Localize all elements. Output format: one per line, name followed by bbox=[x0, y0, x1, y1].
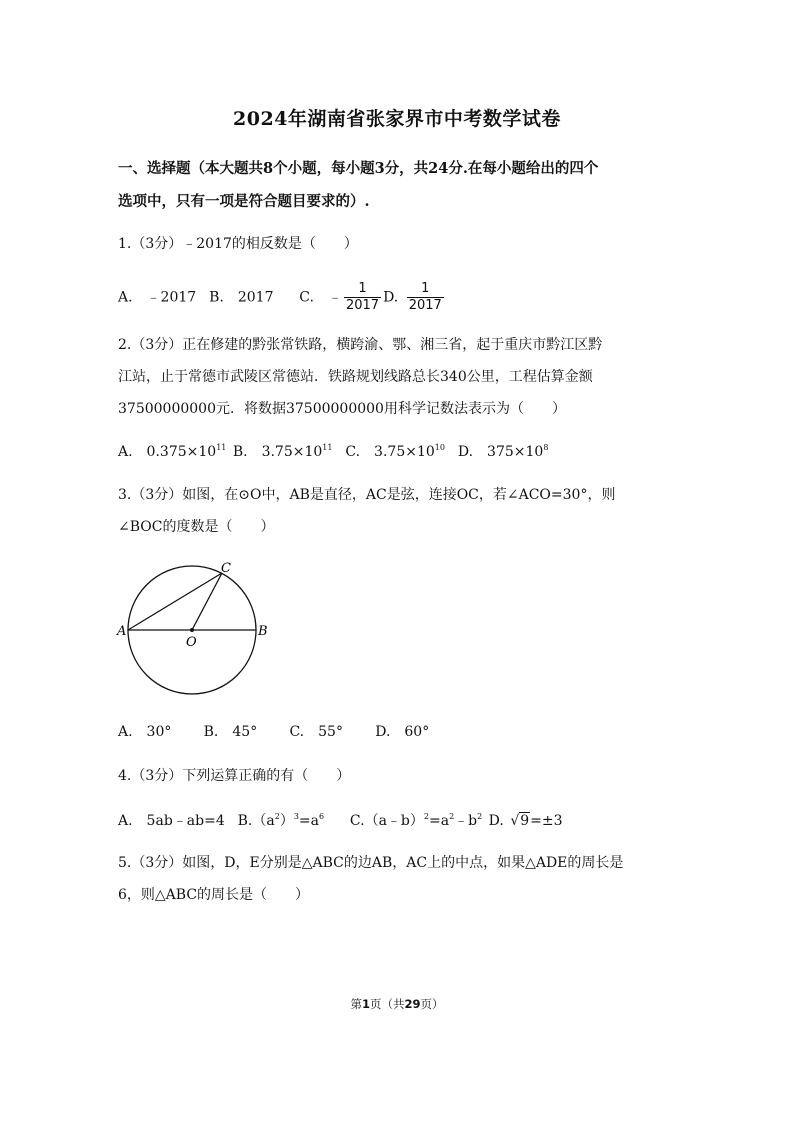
option-text: B.（a bbox=[237, 813, 275, 829]
question-2-line3: 37500000000元．将数据37500000000用科学记数法表示为（ ） bbox=[118, 401, 566, 417]
footer-total-pages: 29 bbox=[404, 997, 421, 1011]
question-5-line1: 5.（3分）如图，D，E分别是△ABC的边AB，AC上的中点，如果△ADE的周长是 bbox=[118, 855, 624, 871]
section-heading-line2: 选项中，只有一项是符合题目要求的）. bbox=[118, 193, 370, 210]
q1-option-b: B. 2017 bbox=[209, 289, 274, 306]
q1-option-c-fraction bbox=[344, 281, 381, 314]
option-text: A. 0.375×10 bbox=[118, 444, 217, 460]
radicand: 9 bbox=[520, 813, 530, 829]
label-b: B bbox=[258, 624, 268, 639]
option-text: D. 375×10 bbox=[457, 444, 544, 460]
label-c: C bbox=[221, 561, 231, 576]
footer-page-number: 1 bbox=[361, 997, 370, 1011]
q4-option-d bbox=[489, 813, 563, 829]
question-3-line1: 3.（3分）如图，在⊙O中，AB是直径，AC是弦，连接OC，若∠ACO=30°，则 bbox=[118, 487, 616, 503]
section-heading-line1: 一、选择题（本大题共8个小题，每小题3分，共24分.在每小题给出的四个 bbox=[118, 160, 599, 177]
question-2-line1: 2.（3分）正在修建的黔张常铁路，横跨渝、鄂、湘三省，起于重庆市黔江区黔 bbox=[118, 337, 603, 353]
exponent: 2 bbox=[423, 812, 429, 821]
option-text: =±3 bbox=[530, 813, 563, 829]
question-5-line2: 6，则△ABC的周长是（ ） bbox=[118, 887, 310, 903]
q1-option-d-fraction bbox=[407, 281, 444, 314]
question-4-options bbox=[118, 810, 563, 830]
exponent: 2 bbox=[449, 812, 455, 821]
chord-ac bbox=[128, 573, 222, 630]
q4-option-b bbox=[238, 813, 324, 829]
option-text: ﹣b bbox=[454, 813, 478, 829]
exponent: 11 bbox=[216, 443, 227, 452]
center-point bbox=[190, 628, 194, 632]
q1-option-d-label: D. bbox=[383, 289, 399, 306]
question-2-options bbox=[118, 441, 548, 461]
page-title: 2024年湖南省张家界市中考数学试卷 bbox=[233, 108, 561, 130]
label-o: O bbox=[186, 635, 197, 650]
option-text: ） bbox=[279, 813, 294, 829]
q2-option-a bbox=[118, 444, 226, 460]
q3-option-c: C. 55° bbox=[289, 724, 343, 740]
option-text: B. 3.75×10 bbox=[232, 444, 323, 460]
q1-option-c-label: C. ﹣ bbox=[299, 289, 342, 306]
option-text: =a bbox=[298, 813, 319, 829]
fraction-denominator: 2017 bbox=[408, 298, 442, 313]
label-a: A bbox=[117, 624, 127, 639]
question-3-line2: ∠BOC的度数是（ ） bbox=[118, 519, 275, 535]
question-2-line2: 江站，止于常德市武陵区常德站．铁路规划线路总长340公里，工程估算金额 bbox=[118, 369, 593, 385]
q4-option-a: A. 5ab﹣ab=4 bbox=[118, 813, 225, 829]
page-footer bbox=[0, 996, 794, 1012]
circle-diagram bbox=[116, 558, 276, 698]
question-1-options bbox=[118, 281, 446, 314]
sqrt-symbol: √9 bbox=[510, 813, 530, 829]
exponent: 6 bbox=[319, 812, 325, 821]
footer-text: 页） bbox=[420, 997, 444, 1011]
exponent: 3 bbox=[293, 812, 299, 821]
fraction-numerator: 1 bbox=[407, 281, 444, 298]
option-text: C.（a﹣b） bbox=[349, 813, 424, 829]
footer-text: 页（共 bbox=[370, 997, 405, 1011]
q2-option-d bbox=[458, 444, 549, 460]
q3-option-d: D. 60° bbox=[375, 724, 430, 740]
option-text: =a bbox=[428, 813, 450, 829]
q2-option-b bbox=[233, 444, 333, 460]
exponent: 10 bbox=[434, 443, 445, 452]
exponent: 2 bbox=[477, 812, 483, 821]
question-4-stem: 4.（3分）下列运算正确的有（ ） bbox=[118, 768, 351, 784]
footer-text: 第 bbox=[350, 997, 362, 1011]
exponent: 2 bbox=[274, 812, 280, 821]
q4-option-c bbox=[350, 813, 482, 829]
exponent: 11 bbox=[322, 443, 333, 452]
q2-option-c bbox=[345, 444, 445, 460]
fraction-numerator: 1 bbox=[344, 281, 381, 298]
exponent: 8 bbox=[543, 443, 549, 452]
q3-option-a: A. 30° bbox=[118, 724, 172, 740]
question-3-options bbox=[118, 721, 429, 741]
fraction-denominator: 2017 bbox=[345, 298, 380, 313]
option-text: C. 3.75×10 bbox=[345, 444, 435, 460]
q1-option-a: A. ﹣2017 bbox=[118, 289, 197, 306]
option-text: D. bbox=[488, 813, 504, 829]
q3-option-b: B. 45° bbox=[203, 724, 258, 740]
question-1-stem: 1.（3分）﹣2017的相反数是（ ） bbox=[118, 236, 358, 252]
